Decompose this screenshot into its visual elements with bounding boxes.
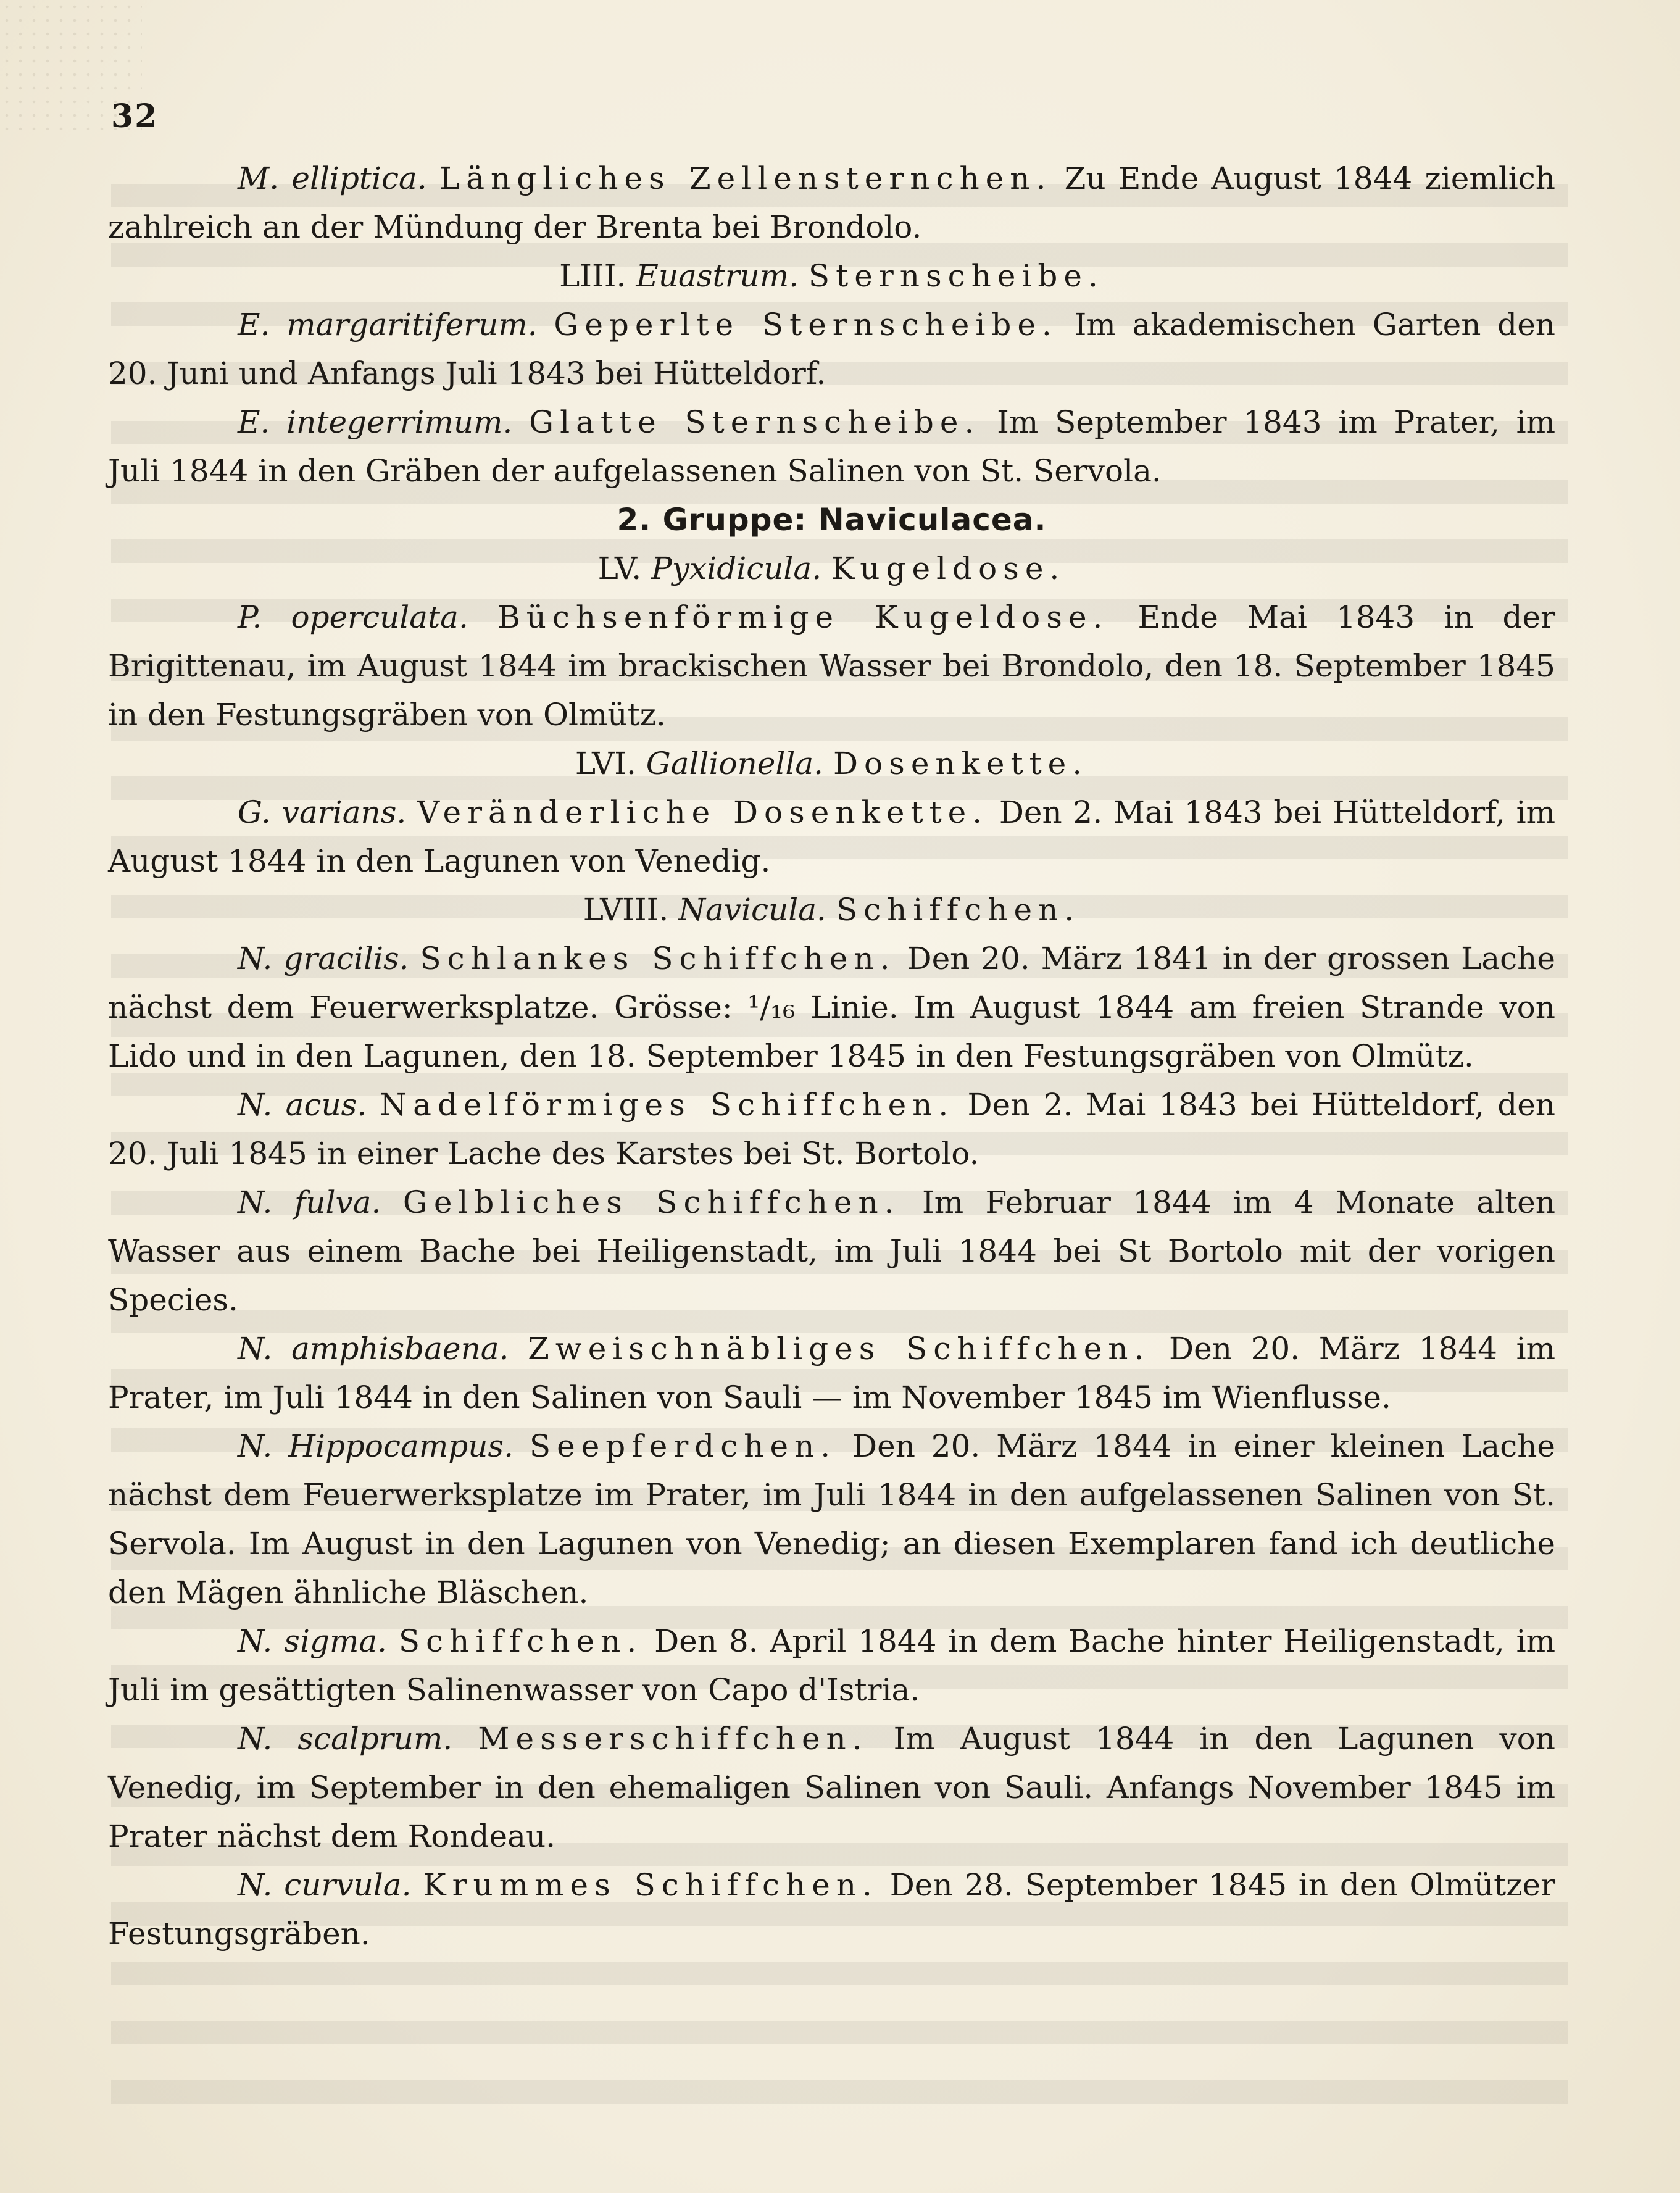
genus-name: Gallionella. bbox=[646, 746, 824, 781]
genus-number: LV. bbox=[597, 551, 642, 586]
common-name: Glatte Sternscheibe. bbox=[529, 404, 981, 440]
genus-heading bbox=[108, 739, 1555, 788]
common-name: Krummes Schiffchen. bbox=[423, 1867, 878, 1903]
species-entry bbox=[108, 593, 1555, 739]
entry-text: Den 2. Mai 1843 bei Hütteldorf, den 20. Juli 1845 in einer Lache des Karstes bei St. Bortolo. bbox=[108, 1087, 1556, 1171]
common-name: Nadelförmiges Schiffchen. bbox=[380, 1087, 955, 1123]
species-name: N. acus. bbox=[238, 1087, 367, 1123]
species-name: P. operculata. bbox=[238, 599, 468, 635]
species-name: E. integerrimum. bbox=[238, 404, 513, 440]
species-name: N. curvula. bbox=[238, 1867, 412, 1903]
species-entry bbox=[108, 1861, 1555, 1958]
species-name: N. Hippocampus. bbox=[238, 1428, 514, 1464]
entry-text: Im akademischen Garten den 20. Juni und Anfangs Juli 1843 bei Hütteldorf. bbox=[108, 307, 1555, 391]
entry-text: Den 20. März 1844 in einer kleinen Lache nächst dem Feuerwerksplatze im Prater, im Juli 1844 in den aufgelassenen Salinen von St. Servola. Im August in den Lagunen von Venedig; an diesen Exemplaren fand ich deutliche den Mägen ähnliche Bläschen. bbox=[108, 1428, 1555, 1610]
group-title: 2. Gruppe: Naviculacea. bbox=[617, 502, 1047, 538]
entry-text: Ende Mai 1843 in der Brigittenau, im August 1844 im brackischen Wasser bei Brondolo, den 18. September 1845 in den Festungsgräben von Olmütz. bbox=[108, 599, 1555, 733]
genus-name: Euastrum. bbox=[636, 258, 799, 294]
species-name: N. sigma. bbox=[238, 1623, 388, 1659]
species-entry bbox=[108, 1617, 1555, 1715]
entry-text: Zu Ende August 1844 ziemlich zahlreich an der Mündung der Brenta bei Brondolo. bbox=[108, 160, 1555, 245]
species-entry bbox=[108, 1422, 1555, 1617]
common-name: Messerschiffchen. bbox=[478, 1721, 868, 1757]
species-name: N. gracilis. bbox=[238, 941, 409, 976]
common-name: Geperlte Sternscheibe. bbox=[554, 307, 1058, 343]
genus-heading bbox=[108, 886, 1555, 934]
species-entry bbox=[108, 398, 1555, 496]
species-entry bbox=[108, 788, 1555, 886]
genus-common-name: Kugeldose. bbox=[831, 551, 1066, 586]
genus-common-name: Sternscheibe. bbox=[808, 258, 1104, 294]
species-entry bbox=[108, 1715, 1555, 1861]
common-name: Schlankes Schiffchen. bbox=[420, 941, 896, 976]
common-name: Büchsenförmige Kugeldose. bbox=[497, 599, 1109, 635]
genus-name: Pyxidicula. bbox=[651, 551, 822, 586]
entry-text: Den 20. März 1841 in der grossen Lache nächst dem Feuerwerksplatze. Grösse: ¹/₁₆ Linie. Im August 1844 am freien Strande von Lido und in den Lagunen, den 18. September 1845 in den Festungsgräben von Olmütz. bbox=[108, 941, 1555, 1074]
species-entry bbox=[108, 934, 1555, 1081]
genus-heading bbox=[108, 252, 1555, 301]
species-entry bbox=[108, 1178, 1555, 1325]
genus-name: Navicula. bbox=[678, 892, 826, 928]
species-entry bbox=[108, 301, 1555, 398]
entry-text: Den 8. April 1844 in dem Bache hinter Heiligenstadt, im Juli im gesättigten Salinenwasser von Capo d'Istria. bbox=[108, 1623, 1555, 1708]
species-entry bbox=[108, 1325, 1555, 1422]
genus-number: LIII. bbox=[559, 258, 626, 294]
body-text bbox=[108, 154, 1555, 1958]
species-name: N. amphisbaena. bbox=[238, 1331, 509, 1367]
species-entry bbox=[108, 1081, 1555, 1178]
common-name: Längliches Zellensternchen. bbox=[439, 160, 1052, 196]
entry-text: Den 20. März 1844 im Prater, im Juli 1844 in den Salinen von Sauli — im November 1845 im Wienflusse. bbox=[108, 1331, 1555, 1415]
entry-text: Im September 1843 im Prater, im Juli 1844 in den Gräben der aufgelassenen Salinen von St. Servola. bbox=[108, 404, 1556, 489]
entry-text: Den 2. Mai 1843 bei Hütteldorf, im August 1844 in den Lagunen von Venedig. bbox=[108, 794, 1555, 879]
common-name: Veränderliche Dosenkette. bbox=[417, 794, 989, 830]
species-name: M. elliptica. bbox=[238, 160, 427, 196]
genus-heading bbox=[108, 544, 1555, 593]
genus-common-name: Schiffchen. bbox=[836, 892, 1081, 928]
entry-text: Im August 1844 in den Lagunen von Venedig, im September in den ehemaligen Salinen von Sauli. Anfangs November 1845 im Prater nächst dem Rondeau. bbox=[108, 1721, 1555, 1854]
genus-common-name: Dosenkette. bbox=[833, 746, 1089, 781]
common-name: Gelbliches Schiffchen. bbox=[402, 1184, 900, 1220]
species-entry bbox=[108, 154, 1555, 252]
genus-number: LVI. bbox=[575, 746, 636, 781]
common-name: Seepferdchen. bbox=[529, 1428, 837, 1464]
species-name: N. scalprum. bbox=[238, 1721, 453, 1757]
species-name: N. fulva. bbox=[238, 1184, 381, 1220]
entry-text: Im Februar 1844 im 4 Monate alten Wasser aus einem Bache bei Heiligenstadt, im Juli 1844 bei St Bortolo mit der vorigen Species. bbox=[108, 1184, 1555, 1318]
species-name: E. margaritiferum. bbox=[238, 307, 538, 343]
species-name: G. varians. bbox=[238, 794, 407, 830]
group-heading bbox=[108, 496, 1555, 544]
entry-text: Den 28. September 1845 in den Olmützer Festungsgräben. bbox=[108, 1867, 1555, 1952]
genus-number: LVIII. bbox=[583, 892, 669, 928]
page-number: 32 bbox=[111, 98, 159, 135]
common-name: Schiffchen. bbox=[398, 1623, 643, 1659]
common-name: Zweischnäbliges Schiffchen. bbox=[528, 1331, 1150, 1367]
